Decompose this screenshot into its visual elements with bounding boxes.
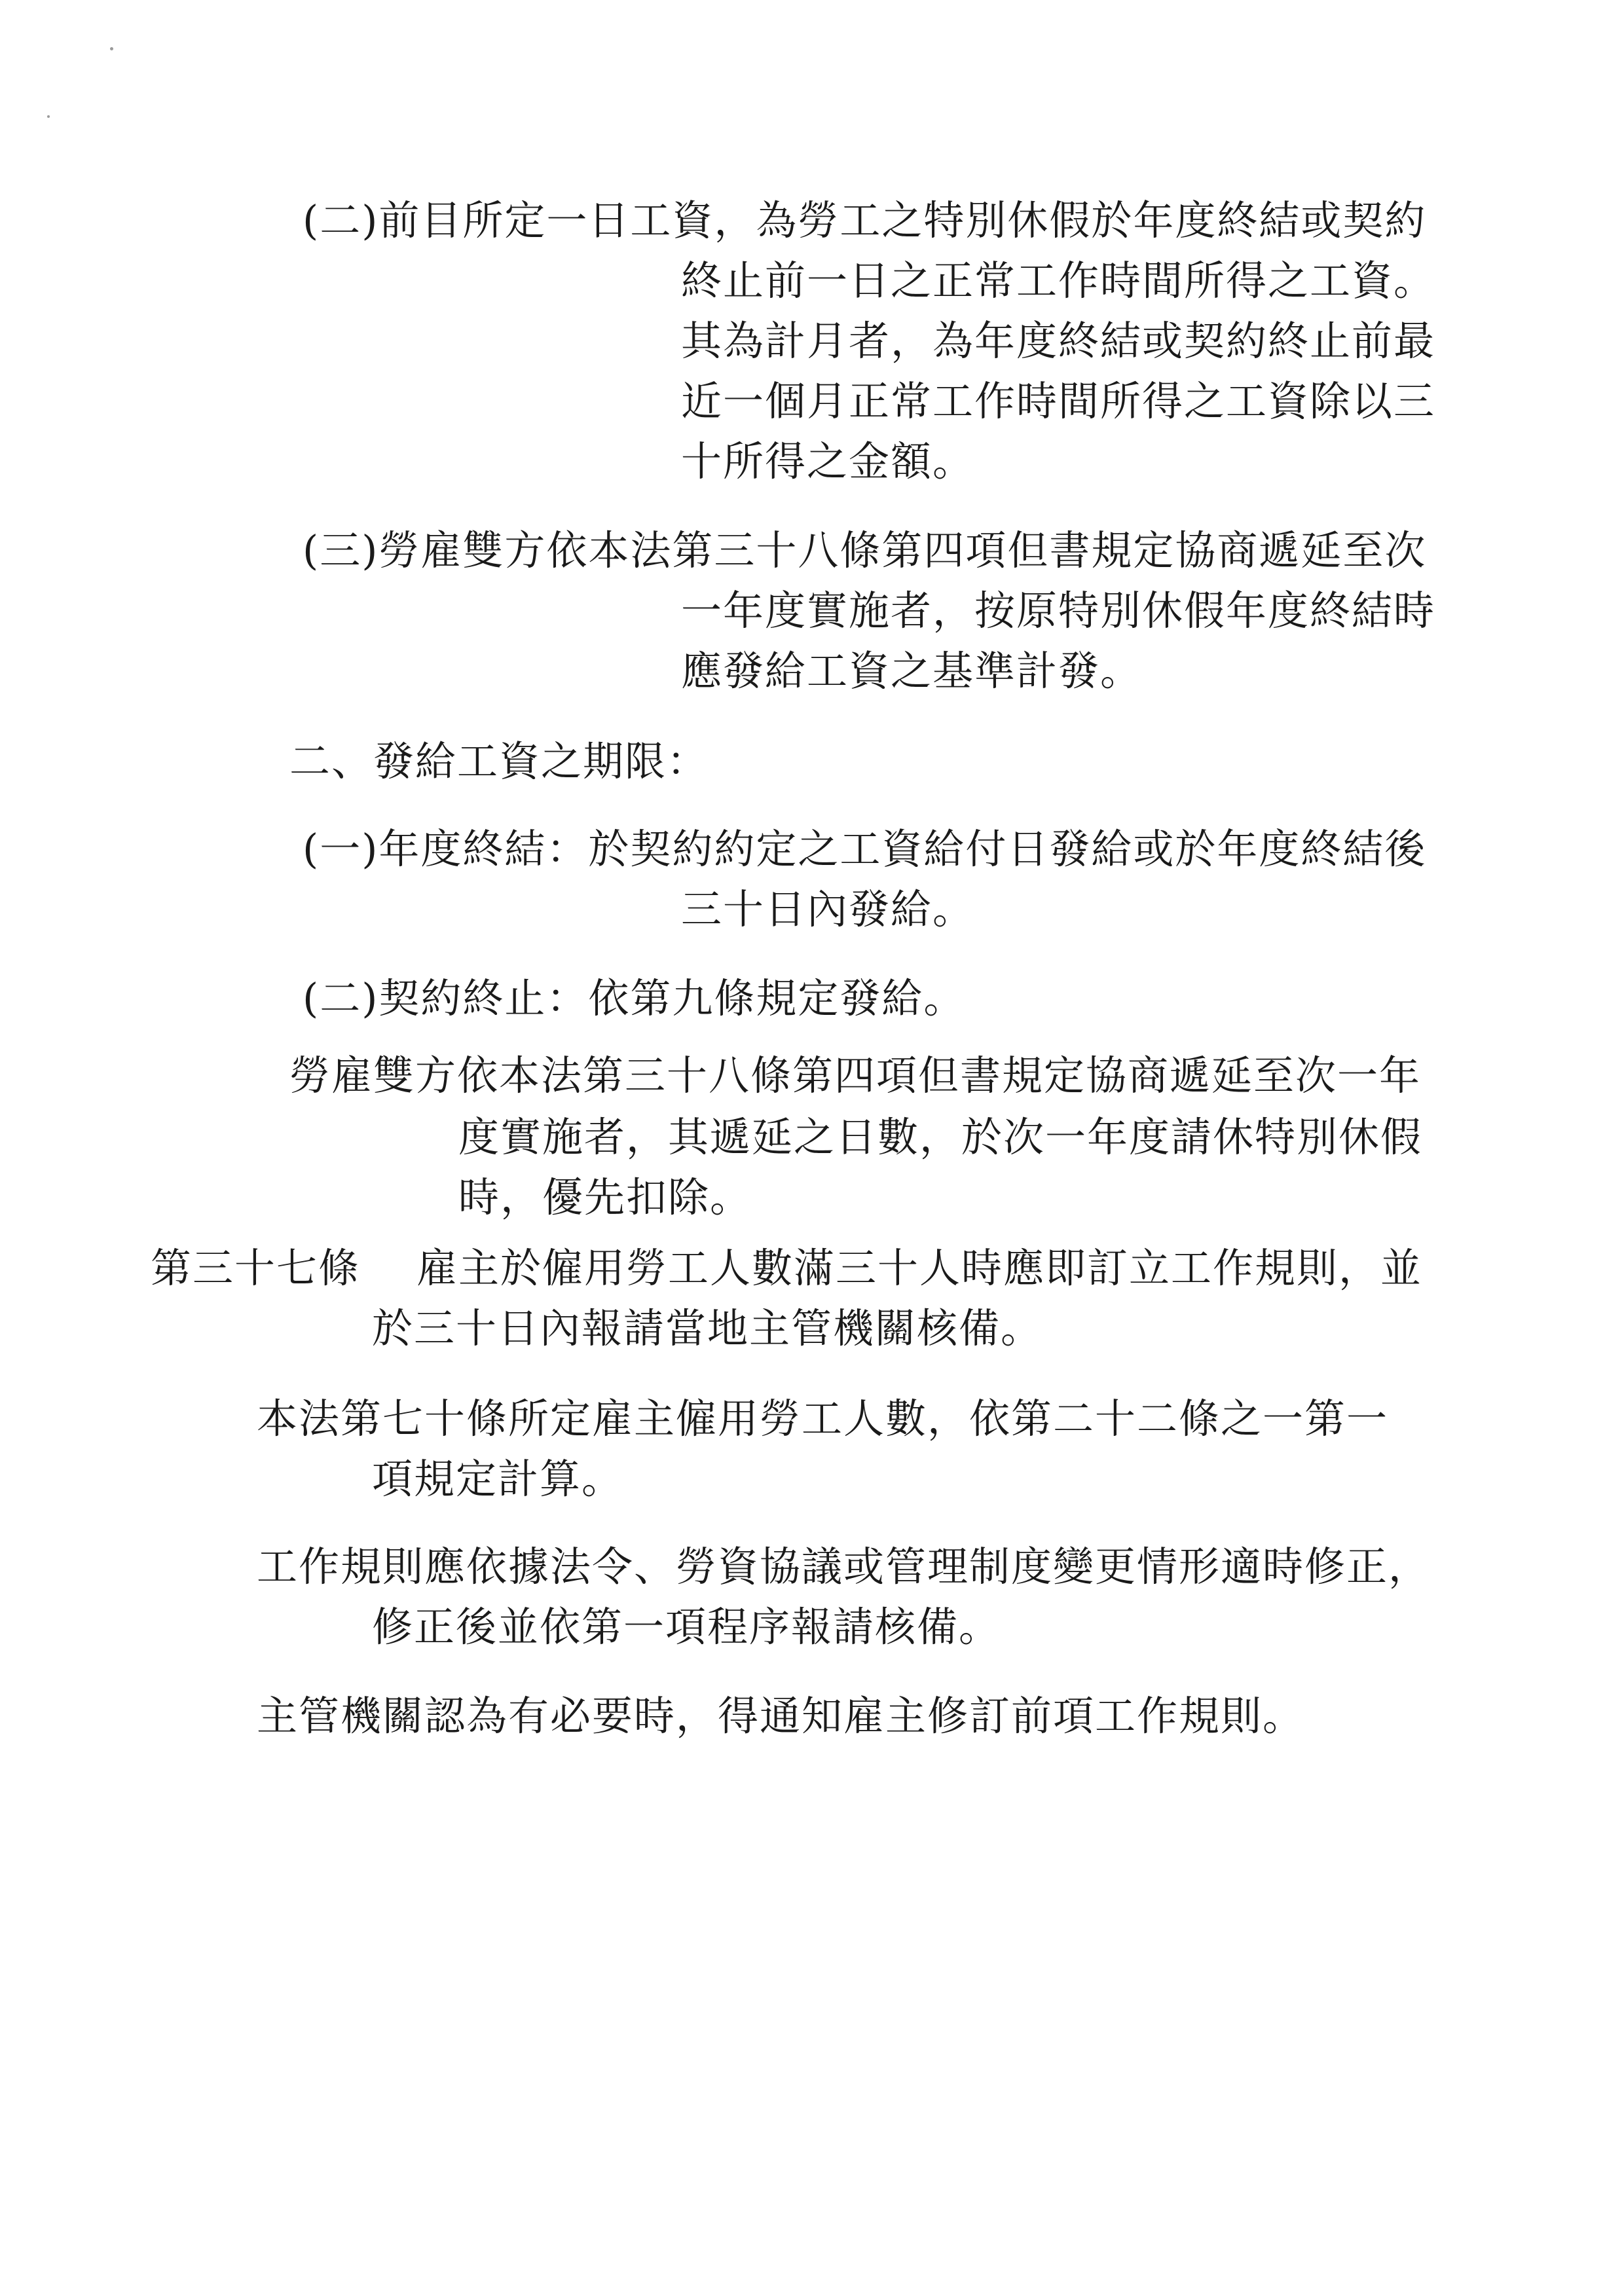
item-2-2-line-2: 終止前一日之正常工作時間所得之工資。 <box>681 257 1436 304</box>
item-2-2-line-3: 其為計月者，為年度終結或契約終止前最 <box>681 317 1436 365</box>
item-deadline-1-first-line: (一)年度終結：於契約約定之工資給付日發給或於年度終結後 <box>303 825 1427 873</box>
article-37-para-4: 主管機關認為有必要時，得通知雇主修訂前項工作規則。 <box>257 1692 1305 1740</box>
item-2-3-line-2: 一年度實施者，按原特別休假年度終結時 <box>681 587 1436 634</box>
heading-wage-payment-deadline: 二、發給工資之期限： <box>289 737 709 785</box>
item-deadline-1-line-2: 三十日內發給。 <box>681 885 975 933</box>
item-deadline-2: (二)契約終止：依第九條規定發給。 <box>303 974 966 1022</box>
article-37-para-2-line-2: 項規定計算。 <box>372 1455 624 1503</box>
para-deferral-line-3: 時，優先扣除。 <box>458 1173 752 1221</box>
article-37-first-line: 雇主於僱用勞工人數滿三十人時應即訂立工作規則，並 <box>416 1244 1423 1292</box>
para-deferral-line-2: 度實施者，其遞延之日數，於次一年度請休特別休假 <box>458 1113 1423 1161</box>
item-2-2-first-line: (二)前目所定一日工資，為勞工之特別休假於年度終結或契約 <box>303 196 1427 244</box>
scan-speck <box>110 47 113 50</box>
item-2-2-line-4: 近一個月正常工作時間所得之工資除以三 <box>681 377 1436 425</box>
article-37-para-3-first-line: 工作規則應依據法令、勞資協議或管理制度變更情形適時修正， <box>257 1543 1431 1590</box>
article-37-para-2-first-line: 本法第七十條所定雇主僱用勞工人數，依第二十二條之一第一 <box>257 1395 1389 1442</box>
para-deferral-first-line: 勞雇雙方依本法第三十八條第四項但書規定協商遞延至次一年 <box>289 1052 1422 1099</box>
article-37-line-2: 於三十日內報請當地主管機關核備。 <box>372 1304 1043 1352</box>
article-37-para-3-line-2: 修正後並依第一項程序報請核備。 <box>372 1603 1001 1651</box>
article-37-number: 第三十七條 <box>151 1244 361 1292</box>
scan-speck <box>47 115 50 118</box>
item-2-2-line-5: 十所得之金額。 <box>681 437 975 485</box>
item-2-3-line-3: 應發給工資之基準計發。 <box>681 647 1143 695</box>
item-2-3-first-line: (三)勞雇雙方依本法第三十八條第四項但書規定協商遞延至次 <box>303 526 1427 574</box>
